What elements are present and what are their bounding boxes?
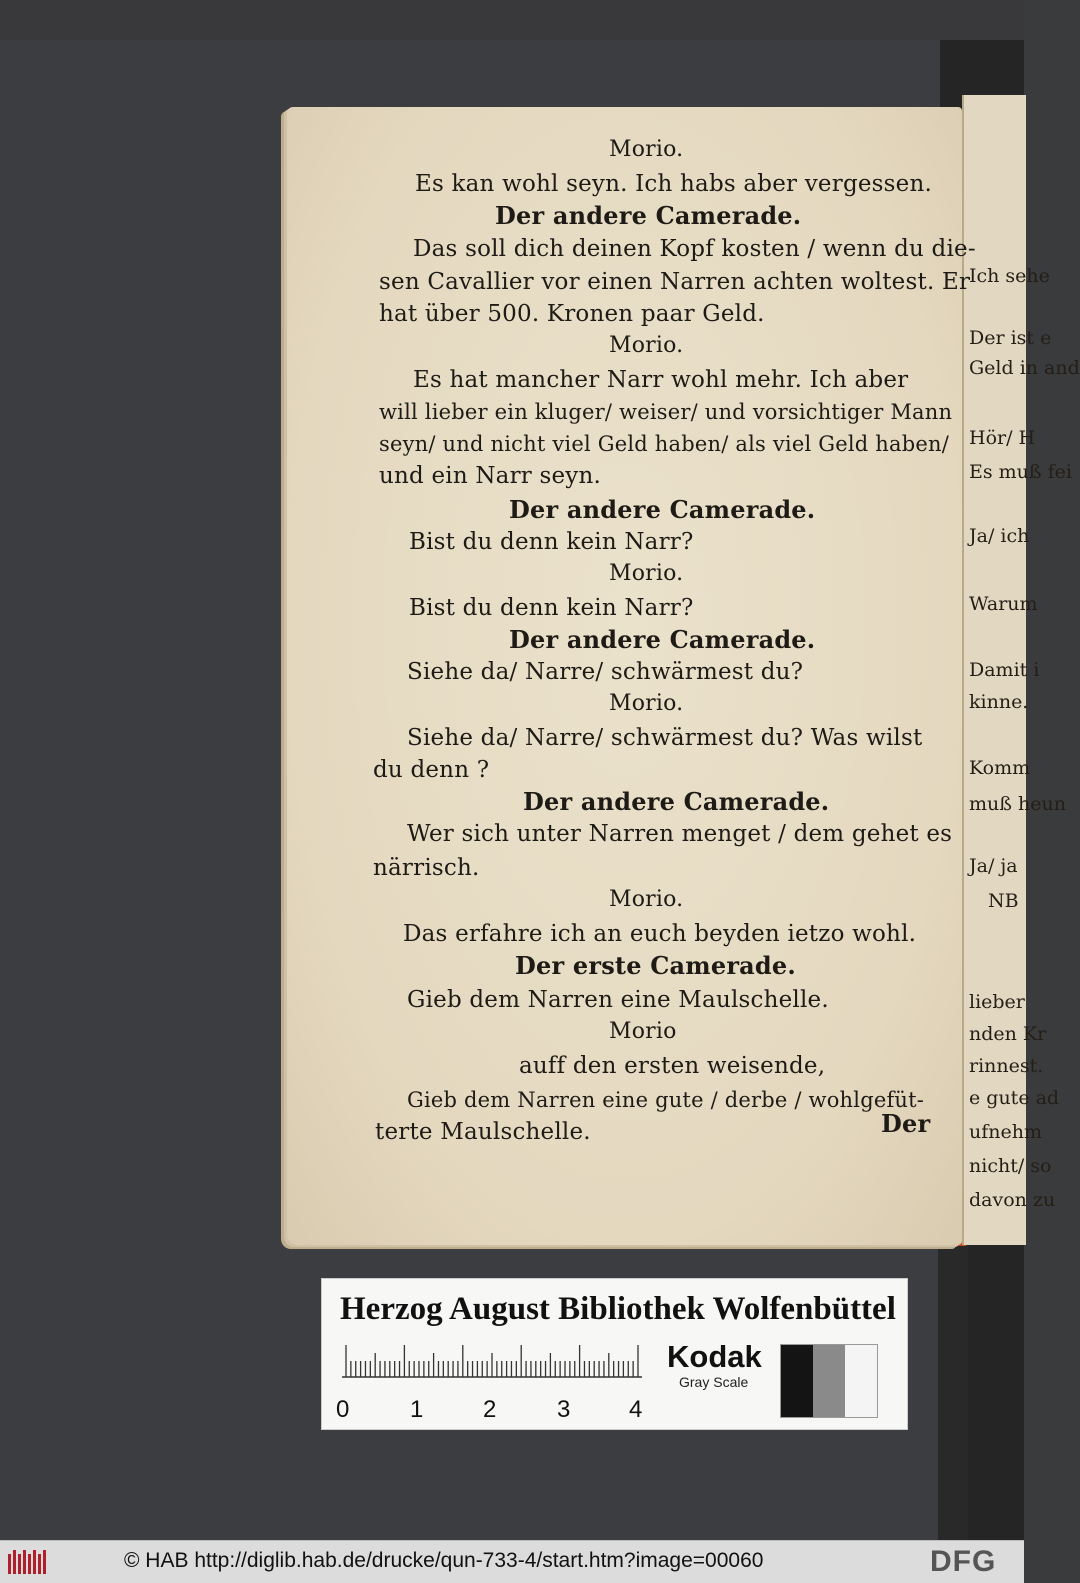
ruler-number: 2 — [483, 1396, 497, 1423]
adjacent-page-fragment: Komm — [969, 757, 1031, 779]
adjacent-page-fragment: rinnest. — [969, 1055, 1044, 1077]
speaker-heading: Morio. — [609, 333, 684, 358]
text-line: und ein Narr seyn. — [379, 463, 602, 489]
adjacent-page-fragment: Ja/ ich — [969, 525, 1030, 547]
text-line: will lieber ein kluger/ weiser/ und vorsichtiger Mann — [379, 400, 953, 424]
speaker-heading: Morio. — [609, 137, 684, 162]
text-line: Es kan wohl seyn. Ich habs aber vergessen. — [415, 171, 933, 197]
ruler-scale — [342, 1345, 642, 1397]
text-line: du denn ? — [373, 757, 490, 783]
text-line: Siehe da/ Narre/ schwärmest du? — [407, 659, 804, 685]
color-calibration-bar — [321, 1278, 908, 1430]
gray-scale-label: Gray Scale — [679, 1374, 749, 1390]
library-name: Herzog August Bibliothek Wolfenbüttel — [340, 1291, 896, 1327]
speaker-heading: Der andere Camerade. — [509, 495, 816, 524]
text-line: Das soll dich deinen Kopf kosten / wenn du die- — [413, 236, 976, 262]
adjacent-page-fragment: Geld in and — [969, 357, 1080, 379]
speaker-heading: Der andere Camerade. — [495, 201, 802, 230]
adjacent-page-fragment: NB — [988, 890, 1019, 912]
footer-url[interactable]: © HAB http://diglib.hab.de/drucke/qun-733-4/start.htm?image=00060 — [124, 1549, 764, 1572]
speaker-heading: Der erste Camerade. — [515, 951, 796, 980]
speaker-heading: Der andere Camerade. — [509, 625, 816, 654]
ruler-number: 0 — [336, 1396, 350, 1423]
adjacent-page-fragment: Ich sehe — [969, 265, 1050, 287]
hab-logo-icon — [6, 1548, 48, 1576]
text-line: Bist du denn kein Narr? — [409, 595, 694, 621]
text-line: Gieb dem Narren eine gute / derbe / wohlgefüt- — [407, 1088, 925, 1112]
adjacent-page-fragment: Hör/ H — [969, 427, 1036, 449]
text-line: sen Cavallier vor einen Narren achten woltest. Er — [379, 269, 971, 295]
adjacent-page-fragment: nicht/ so — [969, 1155, 1052, 1177]
text-line: Bist du denn kein Narr? — [409, 529, 694, 555]
white-swatch — [845, 1345, 877, 1417]
ruler-number: 1 — [410, 1396, 424, 1423]
catchword: Der — [881, 1109, 931, 1138]
adjacent-page-fragment: Damit i — [969, 659, 1040, 681]
adjacent-page-fragment: Ja/ ja — [969, 855, 1018, 877]
adjacent-page-fragment: Es muß fei — [969, 461, 1072, 483]
text-line: Es hat mancher Narr wohl mehr. Ich aber — [413, 367, 909, 393]
ruler-number: 3 — [557, 1396, 571, 1423]
adjacent-page-fragment: nden Kr — [969, 1023, 1047, 1045]
text-line: närrisch. — [373, 855, 480, 881]
adjacent-page — [962, 95, 1080, 1245]
text-line: Siehe da/ Narre/ schwärmest du? Was wilst — [407, 725, 923, 751]
mid-gray-swatch — [813, 1345, 845, 1417]
speaker-heading: Der andere Camerade. — [523, 787, 830, 816]
text-line: seyn/ und nicht viel Geld haben/ als viel Geld haben/ — [379, 432, 950, 456]
adjacent-page-fragment: ufnehm — [969, 1121, 1043, 1143]
text-line: terte Maulschelle. — [375, 1119, 591, 1145]
text-line: Das erfahre ich an euch beyden ietzo wohl. — [403, 921, 917, 947]
gray-swatches — [780, 1344, 878, 1418]
text-line: Wer sich unter Narren menget / dem gehet es — [407, 821, 953, 847]
black-swatch — [781, 1345, 813, 1417]
kodak-logo: Kodak — [667, 1339, 762, 1374]
adjacent-page-fragment: e gute ad — [969, 1087, 1060, 1109]
ruler-number: 4 — [629, 1396, 643, 1423]
text-line: hat über 500. Kronen paar Geld. — [379, 301, 765, 327]
adjacent-page-fragment: Der ist e — [969, 327, 1052, 349]
adjacent-page-fragment: muß heun — [969, 793, 1066, 815]
speaker-heading: Morio. — [609, 887, 684, 912]
stage-direction: auff den ersten weisende, — [519, 1053, 826, 1079]
speaker-heading: Morio — [609, 1019, 677, 1044]
text-line: Gieb dem Narren eine Maulschelle. — [407, 987, 829, 1013]
adjacent-page-fragment: lieber — [969, 991, 1025, 1013]
adjacent-page-fragment: davon zu — [969, 1189, 1056, 1211]
dfg-logo: DFG — [930, 1545, 997, 1578]
book-page — [287, 107, 976, 1245]
adjacent-page-fragment: kinne. — [969, 691, 1029, 713]
footer-bar — [0, 1540, 1024, 1583]
adjacent-page-fragment: Warum — [969, 593, 1038, 615]
page-text — [287, 107, 976, 1245]
speaker-heading: Morio. — [609, 561, 684, 586]
speaker-heading: Morio. — [609, 691, 684, 716]
